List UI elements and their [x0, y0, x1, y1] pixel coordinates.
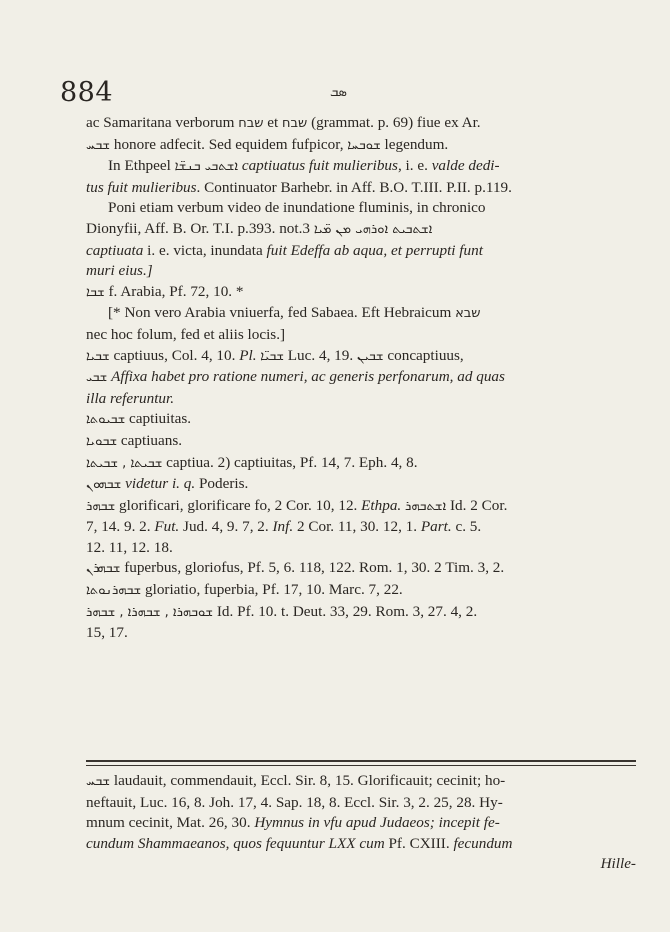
- text-run: captiuans.: [117, 431, 183, 449]
- text-run: [* Non vero Arabia vniuerfa, fed Sabaea. Eft Hebraicum: [108, 304, 456, 322]
- text-run: et: [263, 114, 283, 131]
- syriac-term: ܫܒܝܢ: [356, 348, 384, 364]
- text-line: [86, 241, 636, 262]
- text-line: [86, 793, 636, 814]
- text-run: captiua. 2) captiuitas, Pf. 14, 7. Eph. 4, 8.: [162, 453, 418, 471]
- syriac-term: ܫܒܝ: [86, 370, 108, 386]
- syriac-term: ܫܒܗܪܢ: [86, 561, 121, 577]
- text-line: [86, 431, 636, 453]
- text-line: [86, 538, 636, 559]
- text-run: cundum Shammaeanos, quos fequuntur LXX cum: [86, 834, 385, 852]
- text-run: captiuata: [86, 241, 144, 259]
- page-number: 884: [60, 77, 114, 108]
- text-run: 15, 17.: [86, 624, 128, 642]
- hebrew-term: שבח: [282, 116, 308, 131]
- text-run: captiuitas.: [125, 410, 192, 428]
- text-line: [86, 623, 636, 644]
- text-run: Pl.: [239, 346, 257, 364]
- text-line: [86, 325, 636, 346]
- text-line: [86, 834, 636, 855]
- text-run: ac Samaritana verborum: [86, 114, 239, 131]
- syriac-term: ܫܒܗܘܢ: [86, 477, 122, 493]
- text-line: [86, 178, 636, 199]
- text-run: Poderis.: [195, 475, 249, 493]
- text-line: [86, 517, 636, 538]
- text-run: glorificari, glorificare fo, 2 Cor. 10, 12.: [115, 496, 362, 514]
- text-run: 12. 11, 12. 18.: [86, 538, 173, 556]
- text-run: illa referuntur.: [86, 389, 175, 407]
- text-run: Id. 2 Cor.: [446, 496, 508, 514]
- text-line: [86, 261, 636, 282]
- syriac-term: ܫܒܐ: [86, 284, 105, 300]
- text-line: [86, 558, 636, 580]
- text-run: mnum cecinit, Mat. 26, 30.: [86, 814, 255, 832]
- text-run: Poni etiam verbum video de inundatione fluminis, in chronico: [108, 199, 486, 217]
- text-run: Dionyfii, Aff. B. Or. T.I. p.393. not.3: [86, 219, 314, 237]
- entry-text-block: [86, 113, 636, 644]
- text-run: neftauit, Luc. 16, 8. Joh. 17, 4. Sap. 18, 8. Eccl. Sir. 3, 2. 25, 28. Hy-: [86, 793, 503, 811]
- text-run: Hille-: [600, 855, 636, 873]
- text-run: 2 Cor. 11, 30. 12, 1.: [293, 518, 421, 536]
- text-run: laudauit, commendauit, Eccl. Sir. 8, 15. Glorificauit; cecinit; ho-: [110, 772, 506, 789]
- syriac-term: ܐܫܬܒܝ ܒܢܫ̈ܐ: [174, 159, 239, 175]
- text-line: [86, 135, 636, 157]
- text-line: [86, 602, 636, 624]
- text-run: Fut.: [154, 518, 180, 536]
- syriac-term: ܫܒܗܪ: [86, 498, 116, 514]
- text-line: [86, 367, 636, 389]
- text-line: [86, 453, 636, 475]
- text-run: . Continuator Barhebr. in Aff. B.O. T.III. P.II. p.119.: [196, 178, 512, 196]
- text-run: f. Arabia, Pf. 72, 10. *: [104, 282, 244, 300]
- text-line: [86, 854, 636, 875]
- text-run: captiuus, Col. 4, 10.: [109, 346, 240, 364]
- syriac-term: ܐܫܬܒܗܪ: [405, 498, 447, 514]
- syriac-term: ܫܒܝܬܐ , ܫܒܝܬܐ: [86, 455, 163, 471]
- text-run: valde dedi-: [431, 157, 500, 175]
- text-run: legendum.: [380, 135, 449, 153]
- section-rule-thin: [86, 765, 636, 766]
- text-line: [86, 219, 636, 241]
- syriac-term: ܫܒܘܝܐ: [86, 433, 118, 449]
- text-run: i. e. victa, inundata: [143, 241, 267, 259]
- text-run: Id. Pf. 10. t. Deut. 33, 29. Rom. 3, 27. 4, 2.: [213, 602, 478, 620]
- text-line: [86, 303, 636, 325]
- syriac-term: ܫܒܚ: [86, 137, 111, 153]
- syriac-term: ܫܒܝܐ: [86, 348, 110, 364]
- text-run: concaptiuus,: [383, 346, 464, 364]
- text-run: videtur i. q.: [125, 475, 196, 493]
- syriac-term: ܫܘܒܚܐ: [347, 137, 381, 153]
- text-line: [86, 771, 636, 793]
- text-line: [86, 346, 636, 368]
- entry-text-block-lower: [86, 771, 636, 875]
- syriac-term: ܐܫܬܒܝܬ ܐܘܪܗܝ ܡܢ ܡ̈ܝܐ: [313, 221, 433, 237]
- hebrew-term: שבא: [455, 306, 481, 322]
- text-run: fecundum: [453, 834, 513, 852]
- text-line: [86, 113, 636, 135]
- text-run: Inf.: [272, 518, 294, 536]
- text-run: fuperbus, gloriofus, Pf. 5, 6. 118, 122. Rom. 1, 30. 2 Tim. 3, 2.: [120, 559, 505, 577]
- text-run: Part.: [420, 518, 452, 536]
- text-run: gloriatio, fuperbia, Pf. 17, 10. Marc. 7, 22.: [141, 581, 403, 599]
- syriac-term: ܫܒܚ: [86, 774, 111, 789]
- text-run: Ethpa.: [361, 496, 402, 514]
- text-run: 7, 14. 9. 2.: [86, 518, 155, 536]
- text-line: [86, 409, 636, 431]
- text-run: Affixa habet pro ratione numeri, ac generis perfonarum, ad quas: [111, 368, 505, 386]
- running-headword: ܣܒ: [330, 85, 347, 100]
- text-line: [86, 389, 636, 410]
- text-run: captiuatus fuit mulieribus: [241, 157, 398, 175]
- hebrew-term: שבח: [238, 116, 264, 131]
- syriac-term: ܫܘܒܗܪܐ , ܫܒܗܪܐ , ܫܒܗܪ: [86, 604, 214, 620]
- text-run: nec hoc folum, fed et aliis locis.]: [86, 325, 286, 343]
- text-run: Pf. CXIII.: [384, 834, 454, 852]
- text-run: In Ethpeel: [108, 157, 175, 175]
- syriac-term: ܫܒܝܘܬܐ: [86, 412, 126, 428]
- text-run: fuit Edeffa ab aqua, et perrupti funt: [266, 241, 483, 259]
- text-line: [86, 198, 636, 219]
- text-run: muri eius.]: [86, 262, 153, 280]
- syriac-term: ܫܒܝ̈ܐ: [260, 348, 284, 364]
- text-run: (grammat. p. 69) fiue ex Ar.: [307, 114, 481, 131]
- text-line: [86, 282, 636, 304]
- text-line: [86, 474, 636, 496]
- text-line: [86, 580, 636, 602]
- section-rule-thick: [86, 760, 636, 762]
- text-run: Luc. 4, 19.: [283, 346, 357, 364]
- text-run: tus fuit mulieribus: [86, 178, 197, 196]
- text-line: [86, 496, 636, 518]
- text-line: [86, 813, 636, 834]
- text-run: , i. e.: [397, 157, 432, 175]
- text-run: honore adfecit. Sed equidem fufpicor,: [110, 135, 348, 153]
- syriac-term: ܫܒܗܪܢܘܬܐ: [86, 583, 142, 599]
- text-run: Jud. 4, 9. 7, 2.: [179, 518, 273, 536]
- text-run: Hymnus in vfu apud Judaeos; incepit fe-: [254, 814, 500, 832]
- text-run: c. 5.: [451, 518, 482, 536]
- text-line: [86, 156, 636, 178]
